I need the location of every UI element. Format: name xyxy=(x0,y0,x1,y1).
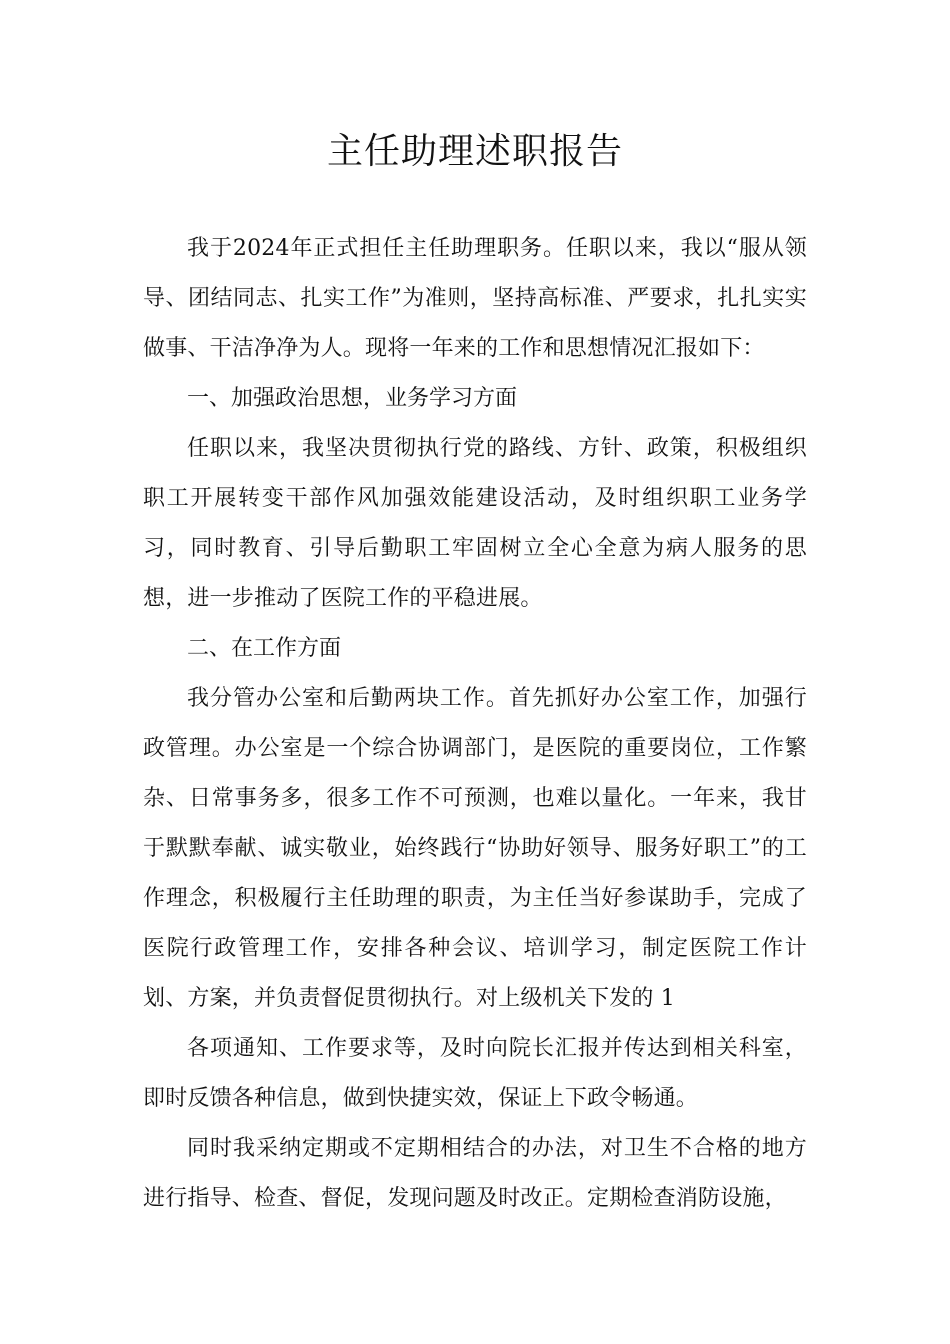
section-heading-2: 二、在工作方面 xyxy=(187,636,342,661)
document-title: 主任助理述职报告 xyxy=(326,131,623,172)
paragraph-inspection: 同时我采纳定期或不定期相结合的办法，对卫生不合格的地方进行指导、检查、督促，发现问题及时改正。定期检查消防设施， xyxy=(143,1136,807,1211)
paragraph-intro: 我于2024年正式担任主任助理职务。任职以来，我以“服从领导、团结同志、扎实工作”为准则，坚持高标准、严要求，扎扎实实做事、干洁净净为人。现将一年来的工作和思想情况汇报如下： xyxy=(143,236,807,361)
section-heading-1: 一、加强政治思想，业务学习方面 xyxy=(187,386,518,411)
document-body xyxy=(143,224,807,1224)
paragraph-notifications: 各项通知、工作要求等，及时向院长汇报并传达到相关科室，即时反馈各种信息，做到快捷实效，保证上下政令畅通。 xyxy=(143,1036,807,1111)
paragraph-office-work: 我分管办公室和后勤两块工作。首先抓好办公室工作，加强行政管理。办公室是一个综合协调部门，是医院的重要岗位，工作繁杂、日常事务多，很多工作不可预测，也难以量化。一年来，我甘于默默奉献、诚实敬业，始终践行“协助好领导、服务好职工”的工作理念，积极履行主任助理的职责，为主任当好参谋助手，完成了医院行政管理工作，安排各种会议、培训学习，制定医院工作计划、方案，并负责督促贯彻执行。对上级机关下发的 1 xyxy=(143,686,807,1011)
paragraph-political-study: 任职以来，我坚决贯彻执行党的路线、方针、政策，积极组织职工开展转变干部作风加强效能建设活动，及时组织职工业务学习，同时教育、引导后勤职工牢固树立全心全意为病人服务的思想，进一步推动了医院工作的平稳进展。 xyxy=(143,436,807,611)
